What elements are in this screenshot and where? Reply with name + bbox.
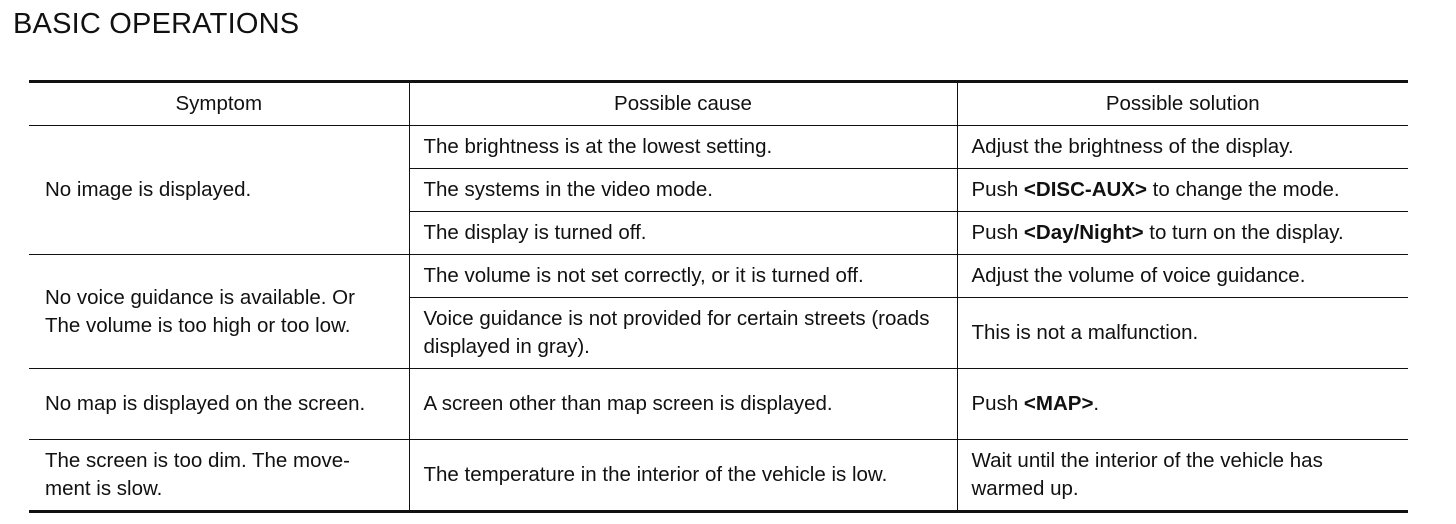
symptom-cell: The screen is too dim. The move- ment is slow. bbox=[29, 440, 409, 512]
header-possible-cause: Possible cause bbox=[409, 82, 957, 126]
solution-cell bbox=[957, 212, 1408, 255]
cause-cell: The volume is not set correctly, or it is turned off. bbox=[409, 255, 957, 298]
solution-text: to change the mode. bbox=[1146, 178, 1340, 201]
solution-text: Push bbox=[971, 221, 1024, 244]
solution-text: Push bbox=[971, 178, 1024, 201]
cause-cell: Voice guidance is not provided for certain streets (roads displayed in gray). bbox=[409, 298, 957, 369]
header-symptom: Symptom bbox=[29, 82, 409, 126]
table-row bbox=[29, 369, 1408, 440]
symptom-cell: No voice guidance is available. Or The volume is too high or too low. bbox=[29, 255, 409, 369]
solution-cell: Adjust the brightness of the display. bbox=[957, 126, 1408, 169]
cause-cell: The systems in the video mode. bbox=[409, 169, 957, 212]
symptom-cell: No image is displayed. bbox=[29, 126, 409, 255]
cause-cell: The temperature in the interior of the vehicle is low. bbox=[409, 440, 957, 512]
cause-cell: The brightness is at the lowest setting. bbox=[409, 126, 957, 169]
table-row bbox=[29, 126, 1408, 169]
solution-cell bbox=[957, 169, 1408, 212]
table-row bbox=[29, 440, 1408, 512]
solution-cell bbox=[957, 369, 1408, 440]
solution-text: Push bbox=[971, 392, 1024, 415]
table-row bbox=[29, 255, 1408, 298]
button-name-map: <MAP> bbox=[1023, 392, 1094, 415]
cause-cell: A screen other than map screen is displayed. bbox=[409, 369, 957, 440]
symptom-cell: No map is displayed on the screen. bbox=[29, 369, 409, 440]
troubleshooting-table bbox=[29, 80, 1408, 513]
solution-text: . bbox=[1093, 392, 1100, 415]
page-title: BASIC OPERATIONS bbox=[13, 8, 300, 40]
button-name-disc-aux: <DISC-AUX> bbox=[1023, 178, 1147, 201]
cause-cell: The display is turned off. bbox=[409, 212, 957, 255]
solution-cell: This is not a malfunction. bbox=[957, 298, 1408, 369]
button-name-day-night: <Day/Night> bbox=[1023, 221, 1144, 244]
solution-cell: Wait until the interior of the vehicle has warmed up. bbox=[957, 440, 1408, 512]
solution-text: to turn on the display. bbox=[1143, 221, 1344, 244]
table-header-row bbox=[29, 82, 1408, 126]
header-possible-solution: Possible solution bbox=[957, 82, 1408, 126]
solution-cell: Adjust the volume of voice guidance. bbox=[957, 255, 1408, 298]
